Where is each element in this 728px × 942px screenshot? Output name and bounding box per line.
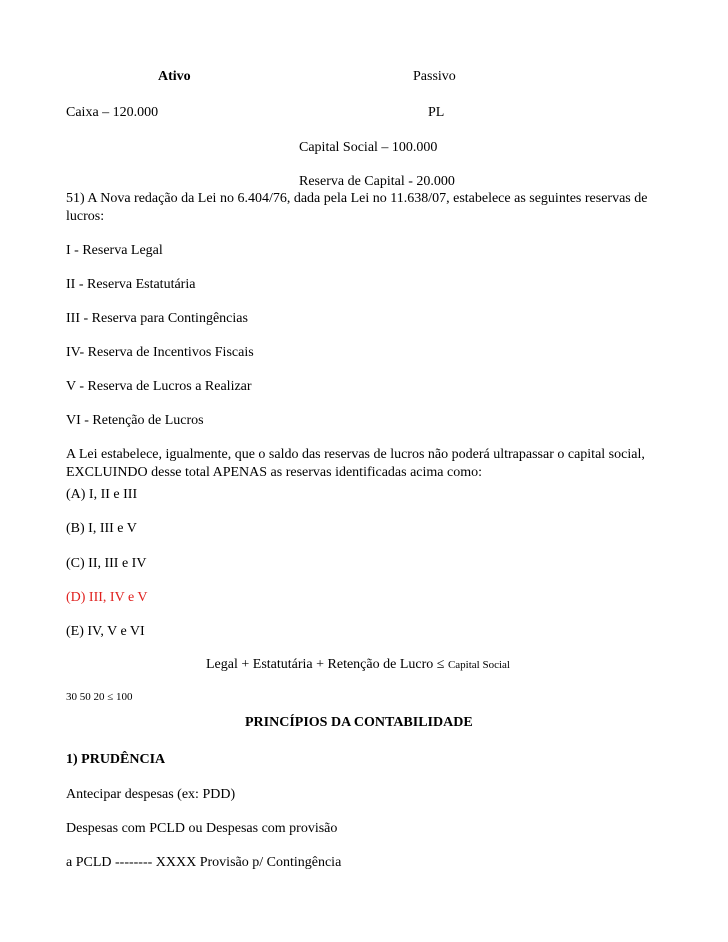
list-item: VI - Retenção de Lucros (66, 413, 204, 428)
principle-line: a PCLD -------- XXXX Provisão p/ Contingência (66, 855, 342, 870)
option-b: (B) I, III e V (66, 521, 137, 536)
list-item: I - Reserva Legal (66, 243, 163, 258)
caixa-line: Caixa – 120.000 (66, 105, 159, 120)
option-c: (C) II, III e IV (66, 556, 147, 571)
reserva-capital-line: Reserva de Capital - 20.000 (299, 174, 455, 189)
principle-line: Antecipar despesas (ex: PDD) (66, 787, 236, 802)
question-statement: A Lei estabelece, igualmente, que o saldo das reservas de lucros não poderá ultrapassar o capital social, EXCLUINDO desse total APENAS as reservas identificadas acima como: (66, 447, 645, 480)
capital-social-line: Capital Social – 100.000 (299, 140, 438, 155)
passivo-header: Passivo (413, 69, 456, 84)
question-text: 51) A Nova redação da Lei no 6.404/76, dada pela Lei no 11.638/07, estabelece as seguintes reservas de lucros: (66, 191, 648, 224)
list-item: III - Reserva para Contingências (66, 311, 248, 326)
formula-line (206, 656, 510, 674)
list-item: II - Reserva Estatutária (66, 277, 196, 292)
option-a: (A) I, II e III (66, 487, 138, 502)
formula-main: Legal + Estatutária + Retenção de Lucro ≤ (206, 657, 445, 672)
formula-values: 30 50 20 ≤ 100 (66, 691, 133, 703)
principle-line: Despesas com PCLD ou Despesas com provisão (66, 821, 338, 836)
option-d-correct: (D) III, IV e V (66, 590, 148, 605)
section-prudencia: 1) PRUDÊNCIA (66, 752, 166, 767)
formula-suffix: Capital Social (447, 659, 510, 671)
option-e: (E) IV, V e VI (66, 624, 145, 639)
pl-label: PL (428, 105, 445, 120)
ativo-header: Ativo (158, 69, 191, 84)
principles-title: PRINCÍPIOS DA CONTABILIDADE (245, 715, 473, 730)
list-item: IV- Reserva de Incentivos Fiscais (66, 345, 254, 360)
list-item: V - Reserva de Lucros a Realizar (66, 379, 252, 394)
